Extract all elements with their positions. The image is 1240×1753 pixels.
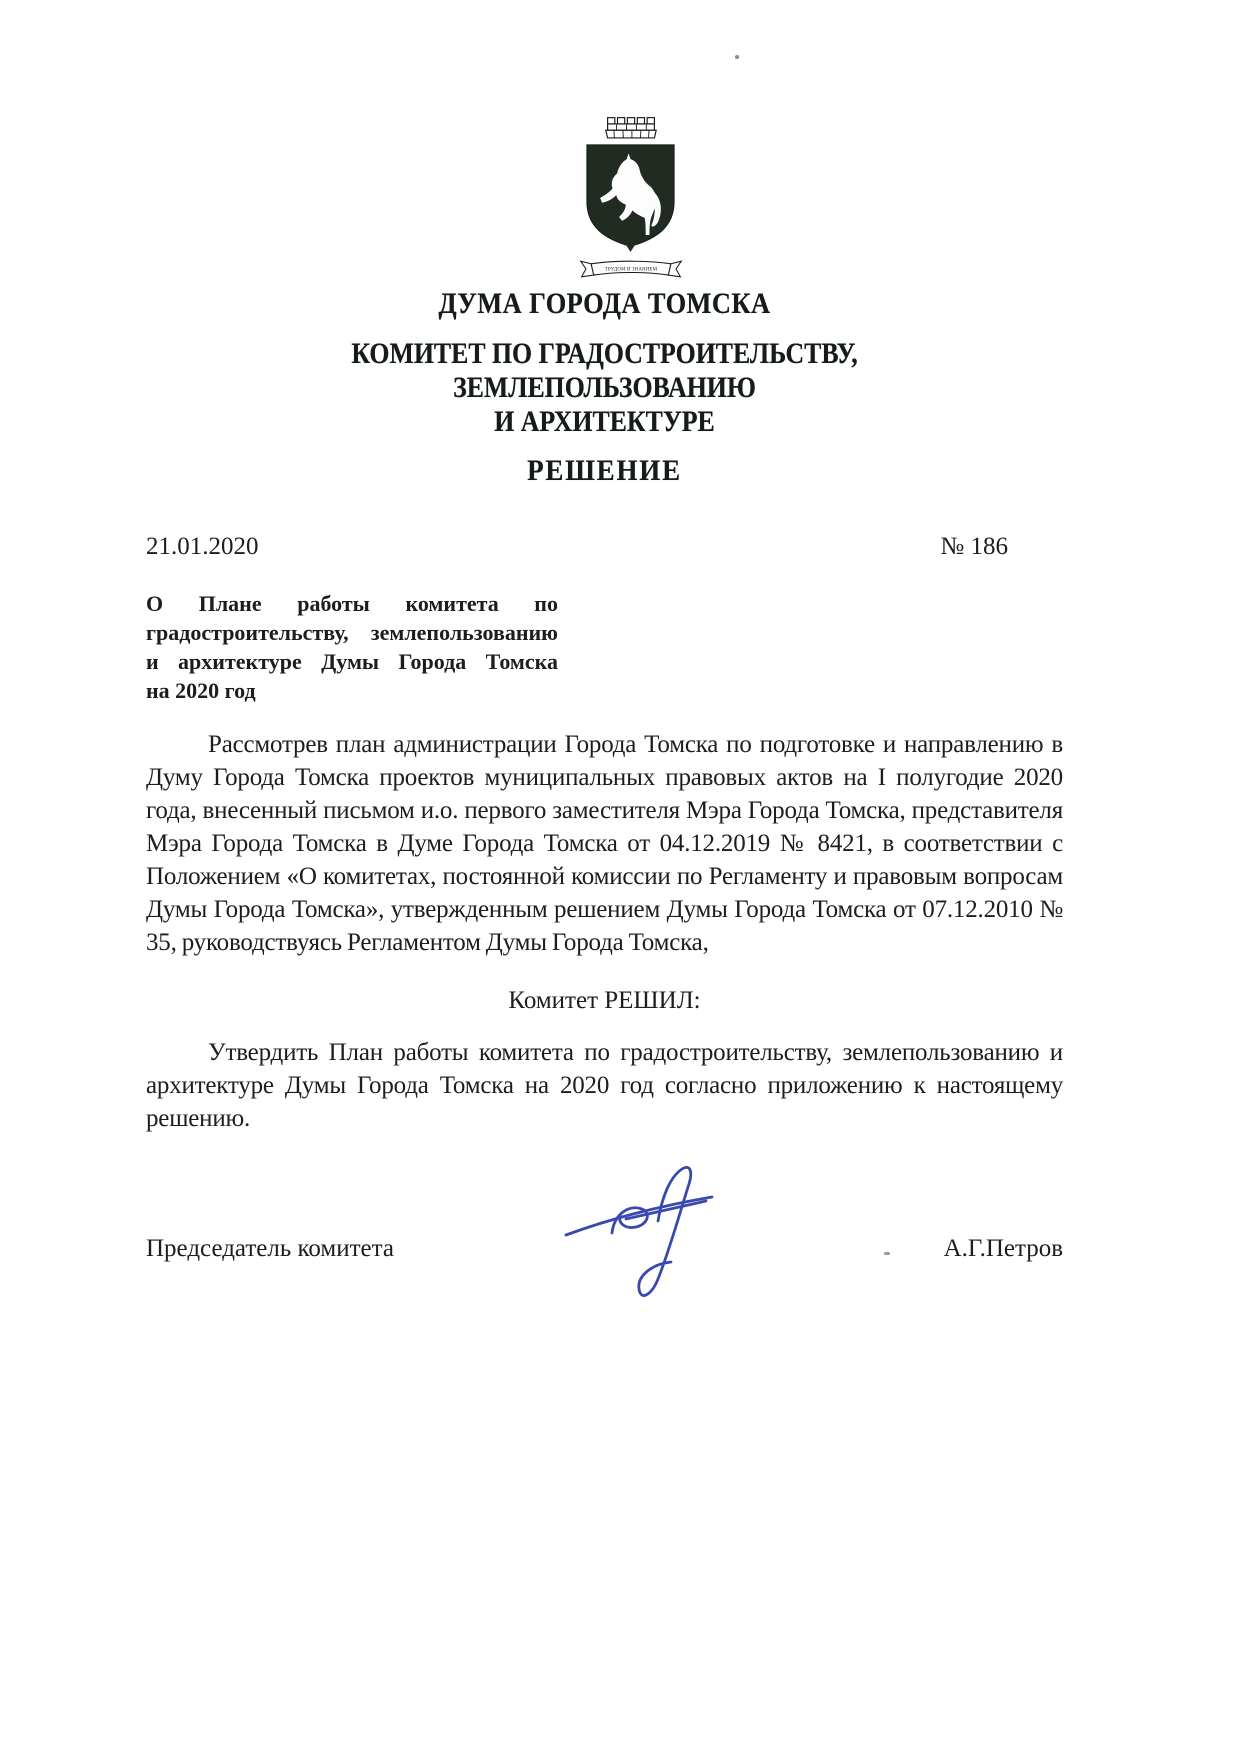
coat-of-arms xyxy=(576,116,686,281)
committee-title-line: КОМИТЕТ ПО ГРАДОСТРОИТЕЛЬСТВУ, ЗЕМЛЕПОЛЬЗОВАНИЮ xyxy=(351,337,858,404)
document-type-heading: РЕШЕНИЕ xyxy=(527,454,682,487)
signer-name: А.Г.Петров xyxy=(943,1235,1063,1262)
subject-line: на 2020 год xyxy=(146,678,256,703)
document-date: 21.01.2020 xyxy=(146,533,259,560)
subject-line: и архитектуре Думы Города Томска xyxy=(146,649,558,674)
motto-text: ТРУДОМ И ЗНАНИЕМ xyxy=(604,267,657,273)
mural-crown-icon xyxy=(604,116,658,140)
date-number-row xyxy=(146,530,1063,563)
resolved-heading: Комитет РЕШИЛ: xyxy=(508,987,701,1014)
resolution-paragraph: Утвердить План работы комитета по градостроительству, землепользованию и архитектуре Думы Города Томска на 2020 год согласно приложению к настоящему решению. xyxy=(146,1039,1063,1132)
signature-image xyxy=(554,1157,754,1312)
signer-position: Председатель комитета xyxy=(146,1235,394,1262)
document-content xyxy=(0,116,1240,1265)
committee-title-line: И АРХИТЕКТУРЕ xyxy=(494,405,715,438)
document-number: № 186 xyxy=(940,533,1008,560)
shield-horse-icon xyxy=(582,143,679,253)
subject-line: градостроительству, землепользованию xyxy=(146,620,558,645)
scan-speck xyxy=(735,55,739,59)
shield-point xyxy=(626,244,635,252)
preamble-paragraph: Рассмотрев план администрации Города Томска по подготовке и направлению в Думу Города Томска проектов муниципальных правовых актов на I полугодие 2020 года, внесенный письмом и.о. первого заместителя Мэра Города Томска, представителя Мэра Города Томска в Думе Города Томска от 04.12.2019 № 8421, в соответствии с Положением «О комитетах, постоянной комиссии по Регламенту и правовым вопросам Думы Города Томска», утвержденным решением Думы Города Томска от 07.12.2010 № 35, руководствуясь Регламентом Думы Города Томска, xyxy=(146,731,1063,956)
signature-row xyxy=(146,1232,1063,1265)
signature-strokes xyxy=(566,1167,712,1295)
organization-title: ДУМА ГОРОДА ТОМСКА xyxy=(438,287,771,320)
subject-line: О Плане работы комитета по xyxy=(146,591,558,616)
subject-block xyxy=(146,589,558,705)
motto-ribbon xyxy=(579,257,683,281)
committee-title xyxy=(210,337,999,439)
